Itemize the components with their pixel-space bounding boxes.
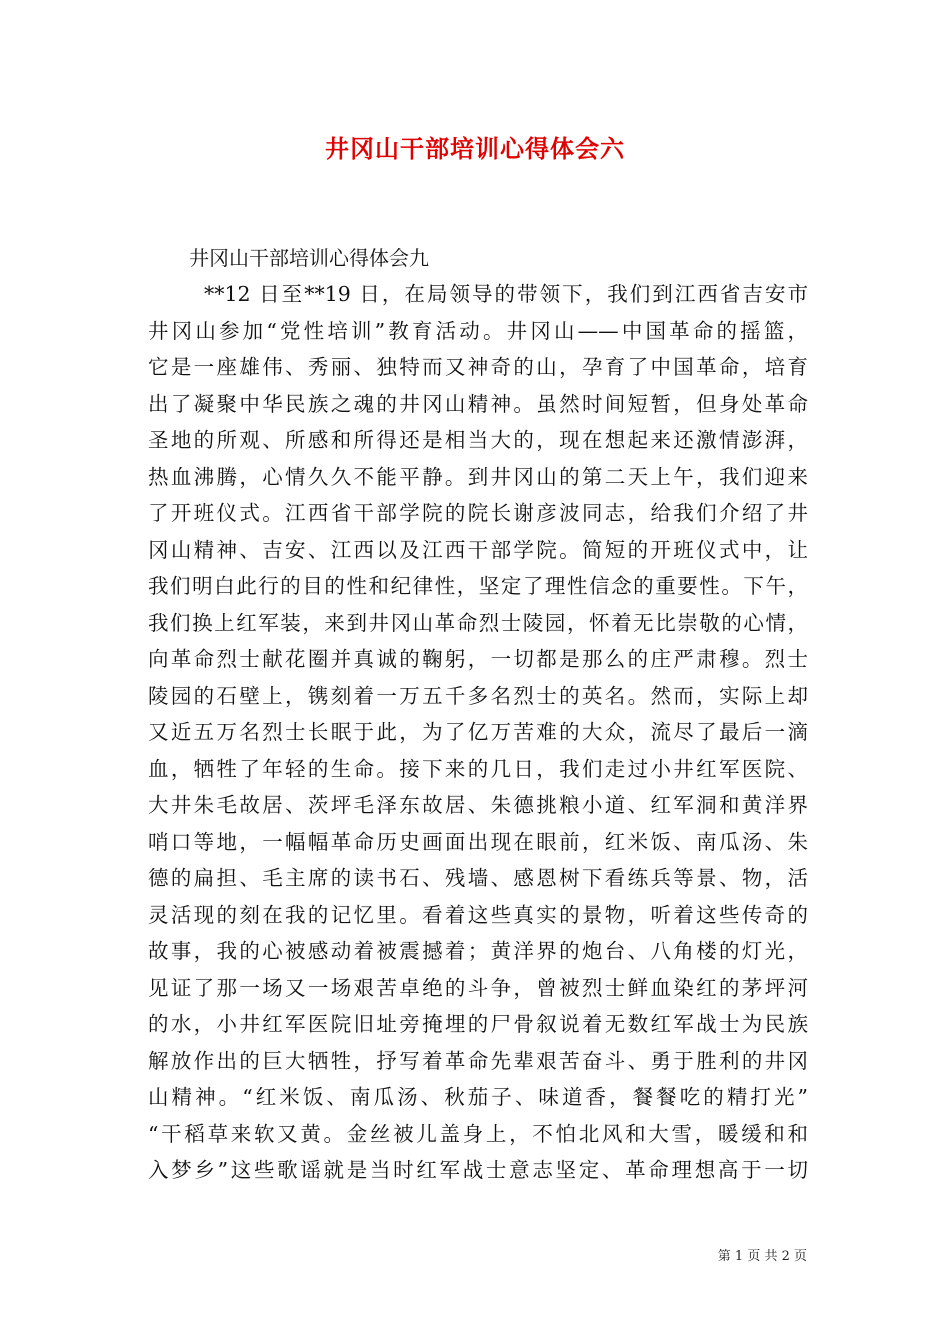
paragraph-line: 哨口等地，一幅幅革命历史画面出现在眼前，红米饭、南瓜汤、朱 [148, 829, 808, 854]
paragraph-line: 大井朱毛故居、茨坪毛泽东故居、朱德挑粮小道、红军洞和黄洋界 [148, 793, 808, 817]
paragraph-line: **12 日至**19 日，在局领导的带领下，我们到江西省吉安市 [204, 282, 808, 306]
paragraph-line: 德的扁担、毛主席的读书石、残墙、感恩树下看练兵等景、物，活 [148, 866, 808, 890]
page-number: 第 1 页 共 2 页 [717, 1249, 807, 1264]
paragraph-line: 出了凝聚中华民族之魂的井冈山精神。虽然时间短暂，但身处革命 [148, 391, 808, 416]
paragraph-line: 入梦乡”这些歌谣就是当时红军战士意志坚定、革命理想高于一切 [148, 1158, 808, 1182]
paragraph-line: 灵活现的刻在我的记忆里。看着这些真实的景物，听着这些传奇的 [148, 902, 808, 927]
paragraph-line: 圣地的所观、所感和所得还是相当大的，现在想起来还激情澎湃， [148, 428, 808, 452]
paragraph-line: “干稻草来软又黄。金丝被儿盖身上，不怕北风和大雪，暖缓和和 [148, 1121, 808, 1146]
paragraph-line: 见证了那一场又一场艰苦卓绝的斗争，曾被烈士鲜血染红的茅坪河 [148, 975, 808, 1000]
paragraph-line: 向革命烈士献花圈并真诚的鞠躬，一切都是那么的庄严肃穆。烈士 [148, 647, 808, 671]
paragraph-line: 了开班仪式。江西省干部学院的院长谢彦波同志，给我们介绍了井 [148, 501, 808, 525]
paragraph-line: 陵园的石壁上，镌刻着一万五千多名烈士的英名。然而，实际上却 [148, 683, 808, 708]
paragraph-line: 山精神。“红米饭、南瓜汤、秋茄子、味道香，餐餐吃的精打光” [148, 1085, 808, 1109]
document-subtitle: 井冈山干部培训心得体会九 [189, 246, 429, 270]
paragraph-line: 热血沸腾，心情久久不能平静。到井冈山的第二天上午，我们迎来 [148, 464, 808, 489]
paragraph-line: 血，牺牲了年轻的生命。接下来的几日，我们走过小井红军医院、 [148, 756, 808, 781]
paragraph-line: 的水，小井红军医院旧址旁掩埋的尸骨叙说着无数红军战士为民族 [148, 1012, 808, 1036]
paragraph-line: 解放作出的巨大牺牲，抒写着革命先辈艰苦奋斗、勇于胜利的井冈 [148, 1048, 808, 1073]
paragraph-line: 故事，我的心被感动着被震撼着；黄洋界的炮台、八角楼的灯光， [148, 939, 808, 963]
paragraph-line: 井冈山参加“党性培训”教育活动。井冈山——中国革命的摇篮， [148, 318, 808, 343]
paragraph-line: 我们明白此行的目的性和纪律性，坚定了理性信念的重要性。下午， [148, 574, 808, 598]
body-text [148, 276, 808, 1189]
paragraph-line: 冈山精神、吉安、江西以及江西干部学院。简短的开班仪式中，让 [148, 537, 808, 562]
document-title: 井冈山干部培训心得体会六 [325, 134, 625, 163]
paragraph-line: 我们换上红军装，来到井冈山革命烈士陵园，怀着无比崇敬的心情， [148, 610, 808, 635]
paragraph-line: 又近五万名烈士长眠于此，为了亿万苦难的大众，流尽了最后一滴 [148, 720, 808, 744]
paragraph-line: 它是一座雄伟、秀丽、独特而又神奇的山，孕育了中国革命，培育 [148, 355, 808, 379]
